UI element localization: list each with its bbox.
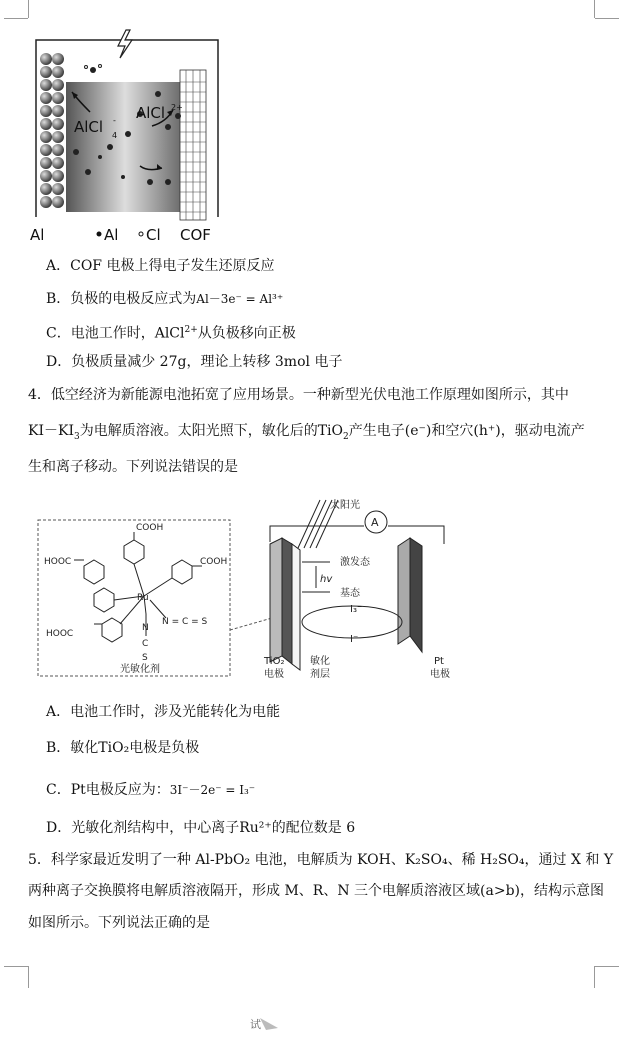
q5-stem-line3: 如图所示。下列说法正确的是 (28, 915, 210, 931)
excited-state: 激发态 (340, 557, 370, 568)
crop-mark (28, 966, 29, 988)
crop-mark (4, 966, 28, 967)
page-mark: 试 (250, 1018, 261, 1031)
cooh-right: COOH (200, 557, 228, 567)
q4-option-d: D．光敏化剂结构中，中心离子Ru²⁺的配位数是 6 (46, 820, 356, 836)
q5-stem-line1: 5．科学家最近发明了一种 Al-PbO₂ 电池，电解质为 KOH、K₂SO₄、稀 H₂SO₄，通过 X 和 Y (28, 852, 614, 868)
hooc-bottom: HOOC (46, 629, 74, 639)
q4-stem-line2: $KI-KI_3$为电解质溶液。太阳光照下，敏化后的TiO$_2$产生电子(e⁻)和空穴(h⁺)，驱动电流产 (28, 423, 585, 442)
q3-option-a: A．COF 电极上得电子发生还原反应 (46, 258, 275, 274)
q4-option-c: C．Pt电极反应为：3I⁻－2e⁻ = I₃⁻ (46, 782, 256, 798)
crop-mark (28, 0, 29, 18)
q3-option-d: D．负极质量减少 27g，理论上转移 3mol 电子 (46, 354, 343, 370)
ion-right: AlCl (136, 104, 166, 122)
q4-option-b: B．敏化TiO₂电极是负极 (46, 740, 200, 756)
crop-mark (594, 0, 595, 18)
crop-mark (594, 966, 595, 988)
legend-al: Al (104, 226, 119, 244)
legend-cl: Cl (146, 226, 161, 244)
pt-label-1: Pt (434, 656, 444, 667)
ncs-label-1: N = C = S (162, 617, 208, 627)
q4-option-a: A．电池工作时，涉及光能转化为电能 (46, 704, 281, 720)
hooc-left: HOOC (44, 557, 72, 567)
ion-left-sub: 4 (112, 131, 118, 140)
ammeter: A (371, 516, 379, 529)
lightning-icon (118, 30, 132, 58)
label-cof: COF (180, 226, 211, 244)
ion-right-sup: 2+ (171, 103, 183, 112)
ion-left: AlCl (74, 118, 104, 136)
ncs-c: C (142, 639, 149, 649)
crop-mark (595, 18, 619, 19)
ion-left-sup: - (113, 116, 116, 125)
ru-label: Ru (137, 593, 149, 603)
dye-caption: 光敏化剂 (120, 664, 160, 675)
q5-stem-line2: 两种离子交换膜将电解质溶液隔开，形成 M、R、N 三个电解质溶液区域(a>b)，结构示意图 (28, 883, 604, 899)
cooh-top: COOH (136, 523, 164, 533)
crop-mark (595, 966, 619, 967)
hv-label: hv (320, 574, 333, 585)
q4-stem-line1: 4．低空经济为新能源电池拓宽了应用场景。一种新型光伏电池工作原理如图所示，其中 (28, 387, 569, 403)
q4-stem-line3: 生和离子移动。下列说法错误的是 (28, 459, 238, 475)
crop-mark (4, 18, 28, 19)
q3-option-b: B．负极的电极反应式为Al－3e⁻ = Al³⁺ (46, 291, 284, 307)
sunlight-label: 太阳光 (330, 500, 360, 511)
shadow-mark (258, 1014, 282, 1034)
label-al: Al (30, 226, 45, 244)
tio2-label-1: TiO₂ (264, 656, 285, 667)
i3-label: I₃⁻ (350, 604, 363, 615)
ncs-n: N (142, 623, 149, 633)
battery-figure (28, 22, 248, 252)
i-label: I⁻ (350, 634, 359, 645)
sens-label-2: 剂层 (310, 669, 330, 680)
svg-text:AlCl (74, 118, 103, 136)
ground-state: 基态 (340, 588, 360, 599)
ncs-s: S (142, 653, 148, 663)
tio2-label-2: 电极 (264, 669, 284, 680)
sens-label-1: 敏化 (310, 656, 330, 667)
pt-label-2: 电极 (430, 669, 450, 680)
q3-option-c: C．电池工作时，AlCl$^{2+}$从负极移向正极 (46, 325, 296, 342)
solar-cell-figure (34, 496, 474, 686)
